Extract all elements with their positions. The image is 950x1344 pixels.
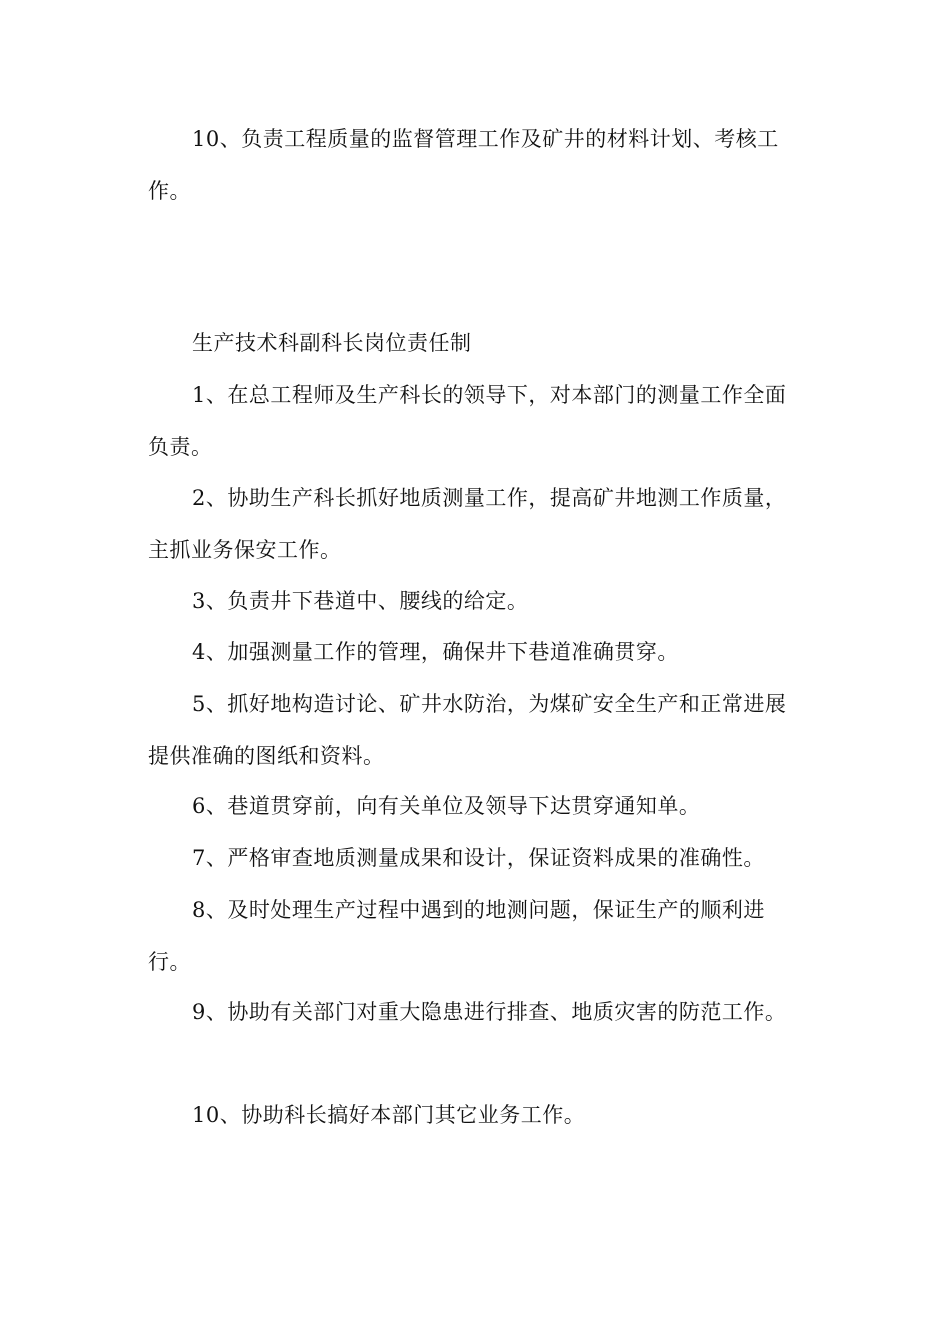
paragraph-item-2: 2、协助生产科长抓好地质测量工作，提高矿井地测工作质量，主抓业务保安工作。 xyxy=(148,486,787,562)
paragraph-item-7: 7、严格审查地质测量成果和设计，保证资料成果的准确性。 xyxy=(192,846,765,870)
paragraph-item-5: 5、抓好地构造讨论、矿井水防治，为煤矿安全生产和正常进展提供准确的图纸和资料。 xyxy=(148,692,787,768)
paragraph-item-3: 3、负责井下巷道中、腰线的给定。 xyxy=(192,589,529,613)
paragraph-item-8: 8、及时处理生产过程中遇到的地测问题，保证生产的顺利进行。 xyxy=(148,898,765,974)
paragraph-item-6: 6、巷道贯穿前，向有关单位及领导下达贯穿通知单。 xyxy=(192,794,701,818)
paragraph-item-1: 1、在总工程师及生产科长的领导下，对本部门的测量工作全面负责。 xyxy=(148,383,787,459)
paragraph-previous-item-10: 10、负责工程质量的监督管理工作及矿井的材料计划、考核工作。 xyxy=(148,127,779,203)
paragraph-item-10: 10、协助科长搞好本部门其它业务工作。 xyxy=(192,1103,586,1127)
paragraph-item-4: 4、加强测量工作的管理，确保井下巷道准确贯穿。 xyxy=(192,640,679,664)
section-title: 生产技术科副科长岗位责任制 xyxy=(192,331,472,355)
paragraph-item-9: 9、协助有关部门对重大隐患进行排查、地质灾害的防范工作。 xyxy=(192,1000,787,1024)
